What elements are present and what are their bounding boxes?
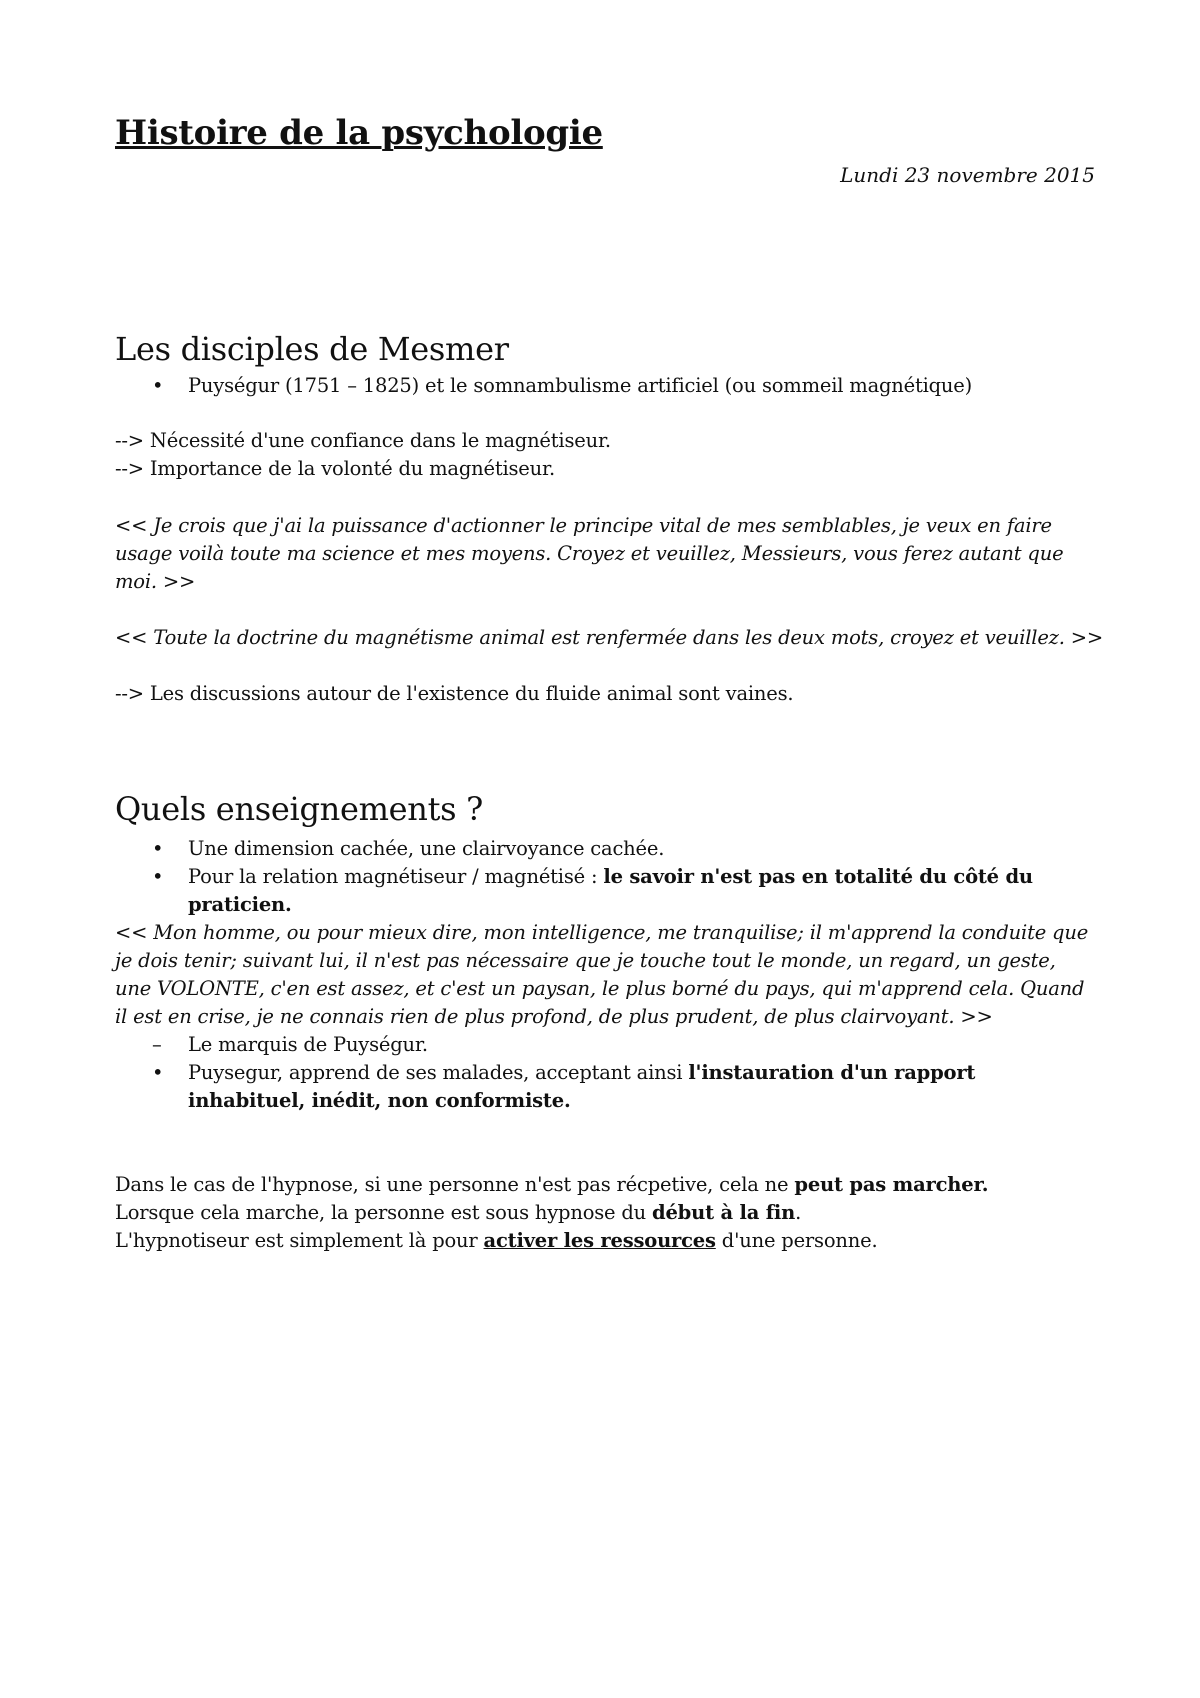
section1-bullet-list <box>115 372 1095 400</box>
document-date: Lundi 23 novembre 2015 <box>840 163 1095 187</box>
bullet-mark: • <box>152 837 164 860</box>
bullet-item-puysegur <box>115 372 1095 400</box>
bullet-item-dimension <box>115 835 1095 863</box>
bullet-text: Puységur (1751 – 1825) et le somnambulisme artificiel (ou sommeil magnétique) <box>188 374 973 397</box>
bullet-mark: • <box>152 1061 164 1084</box>
quote-puissance <box>115 512 1095 596</box>
text-plain: L'hypnotiseur est simplement là pour <box>115 1229 484 1252</box>
bullet-mark: • <box>152 865 164 888</box>
section-heading-enseignements: Quels enseignements ? <box>115 790 483 828</box>
arrow-line-fluide: --> Les discussions autour de l'existence du fluide animal sont vaines. <box>115 682 794 705</box>
text-end: . <box>795 1201 802 1224</box>
text-end: d'une personne. <box>715 1229 878 1252</box>
section1-arrows <box>115 427 1095 483</box>
arrow-line-confiance: --> Nécessité d'une confiance dans le magnétiseur. <box>115 429 611 452</box>
arrow-line-volonte: --> Importance de la volonté du magnétiseur. <box>115 457 555 480</box>
bullet-text: Une dimension cachée, une clairvoyance cachée. <box>188 837 665 860</box>
section-heading-disciples: Les disciples de Mesmer <box>115 330 509 368</box>
text-bold: peut pas marcher. <box>794 1173 989 1196</box>
dash-item-marquis <box>115 1031 1095 1059</box>
document-page <box>115 0 1104 1698</box>
conclusion-paragraph <box>115 1171 1095 1255</box>
text-underlined-bold: activer les ressources <box>483 1229 716 1252</box>
quote-mon-homme: << Mon homme, ou pour mieux dire, mon intelligence, me tranquilise; il m'apprend la conduite que je dois tenir; suivant lui, il n'est pas nécessaire que je touche tout le monde, un regard, un geste, une VOLONTE, c'en est assez, et c'est un paysan, le plus borné du pays, qui m'apprend cela. Quand il est en crise, je ne connais rien de plus profond, de plus prudent, de plus clairvoyant. >> <box>115 921 1089 1028</box>
bullet-text-plain: Pour la relation magnétiseur / magnétisé : <box>188 865 604 888</box>
bullet-item-relation <box>115 863 1095 919</box>
bullet-text-bold: l'instauration d'un rapport inhabituel, inédit, non conformiste. <box>188 1061 976 1112</box>
text-bold: début à la fin <box>652 1201 796 1224</box>
dash-mark: – <box>152 1033 162 1056</box>
conclusion-line-3 <box>115 1227 1095 1255</box>
text-plain: Lorsque cela marche, la personne est sous hypnose du <box>115 1201 653 1224</box>
conclusion-line-2 <box>115 1199 1095 1227</box>
document-title: Histoire de la psychologie <box>115 113 603 153</box>
section2-list <box>115 835 1095 1115</box>
dash-text: Le marquis de Puységur. <box>188 1033 428 1056</box>
arrow-line-fluide-block <box>115 680 1095 708</box>
text-plain: Dans le cas de l'hypnose, si une personne n'est pas récpetive, cela ne <box>115 1173 795 1196</box>
bullet-item-rapport <box>115 1059 1095 1115</box>
quote-doctrine <box>115 624 1104 652</box>
quote-text: << Je crois que j'ai la puissance d'actionner le principe vital de mes semblables, je veux en faire usage voilà toute ma science et mes moyens. Croyez et veuillez, Messieurs, vous ferez autant que moi. >> <box>115 514 1064 593</box>
conclusion-line-1 <box>115 1171 1095 1199</box>
bullet-mark: • <box>152 374 164 397</box>
bullet-text-plain: Puysegur, apprend de ses malades, acceptant ainsi <box>188 1061 689 1084</box>
bullet-text-bold: le savoir n'est pas en totalité du côté du praticien. <box>188 865 1033 916</box>
quote-text: << Toute la doctrine du magnétisme animal est renfermée dans les deux mots, croyez et veuillez. >> <box>115 626 1104 649</box>
